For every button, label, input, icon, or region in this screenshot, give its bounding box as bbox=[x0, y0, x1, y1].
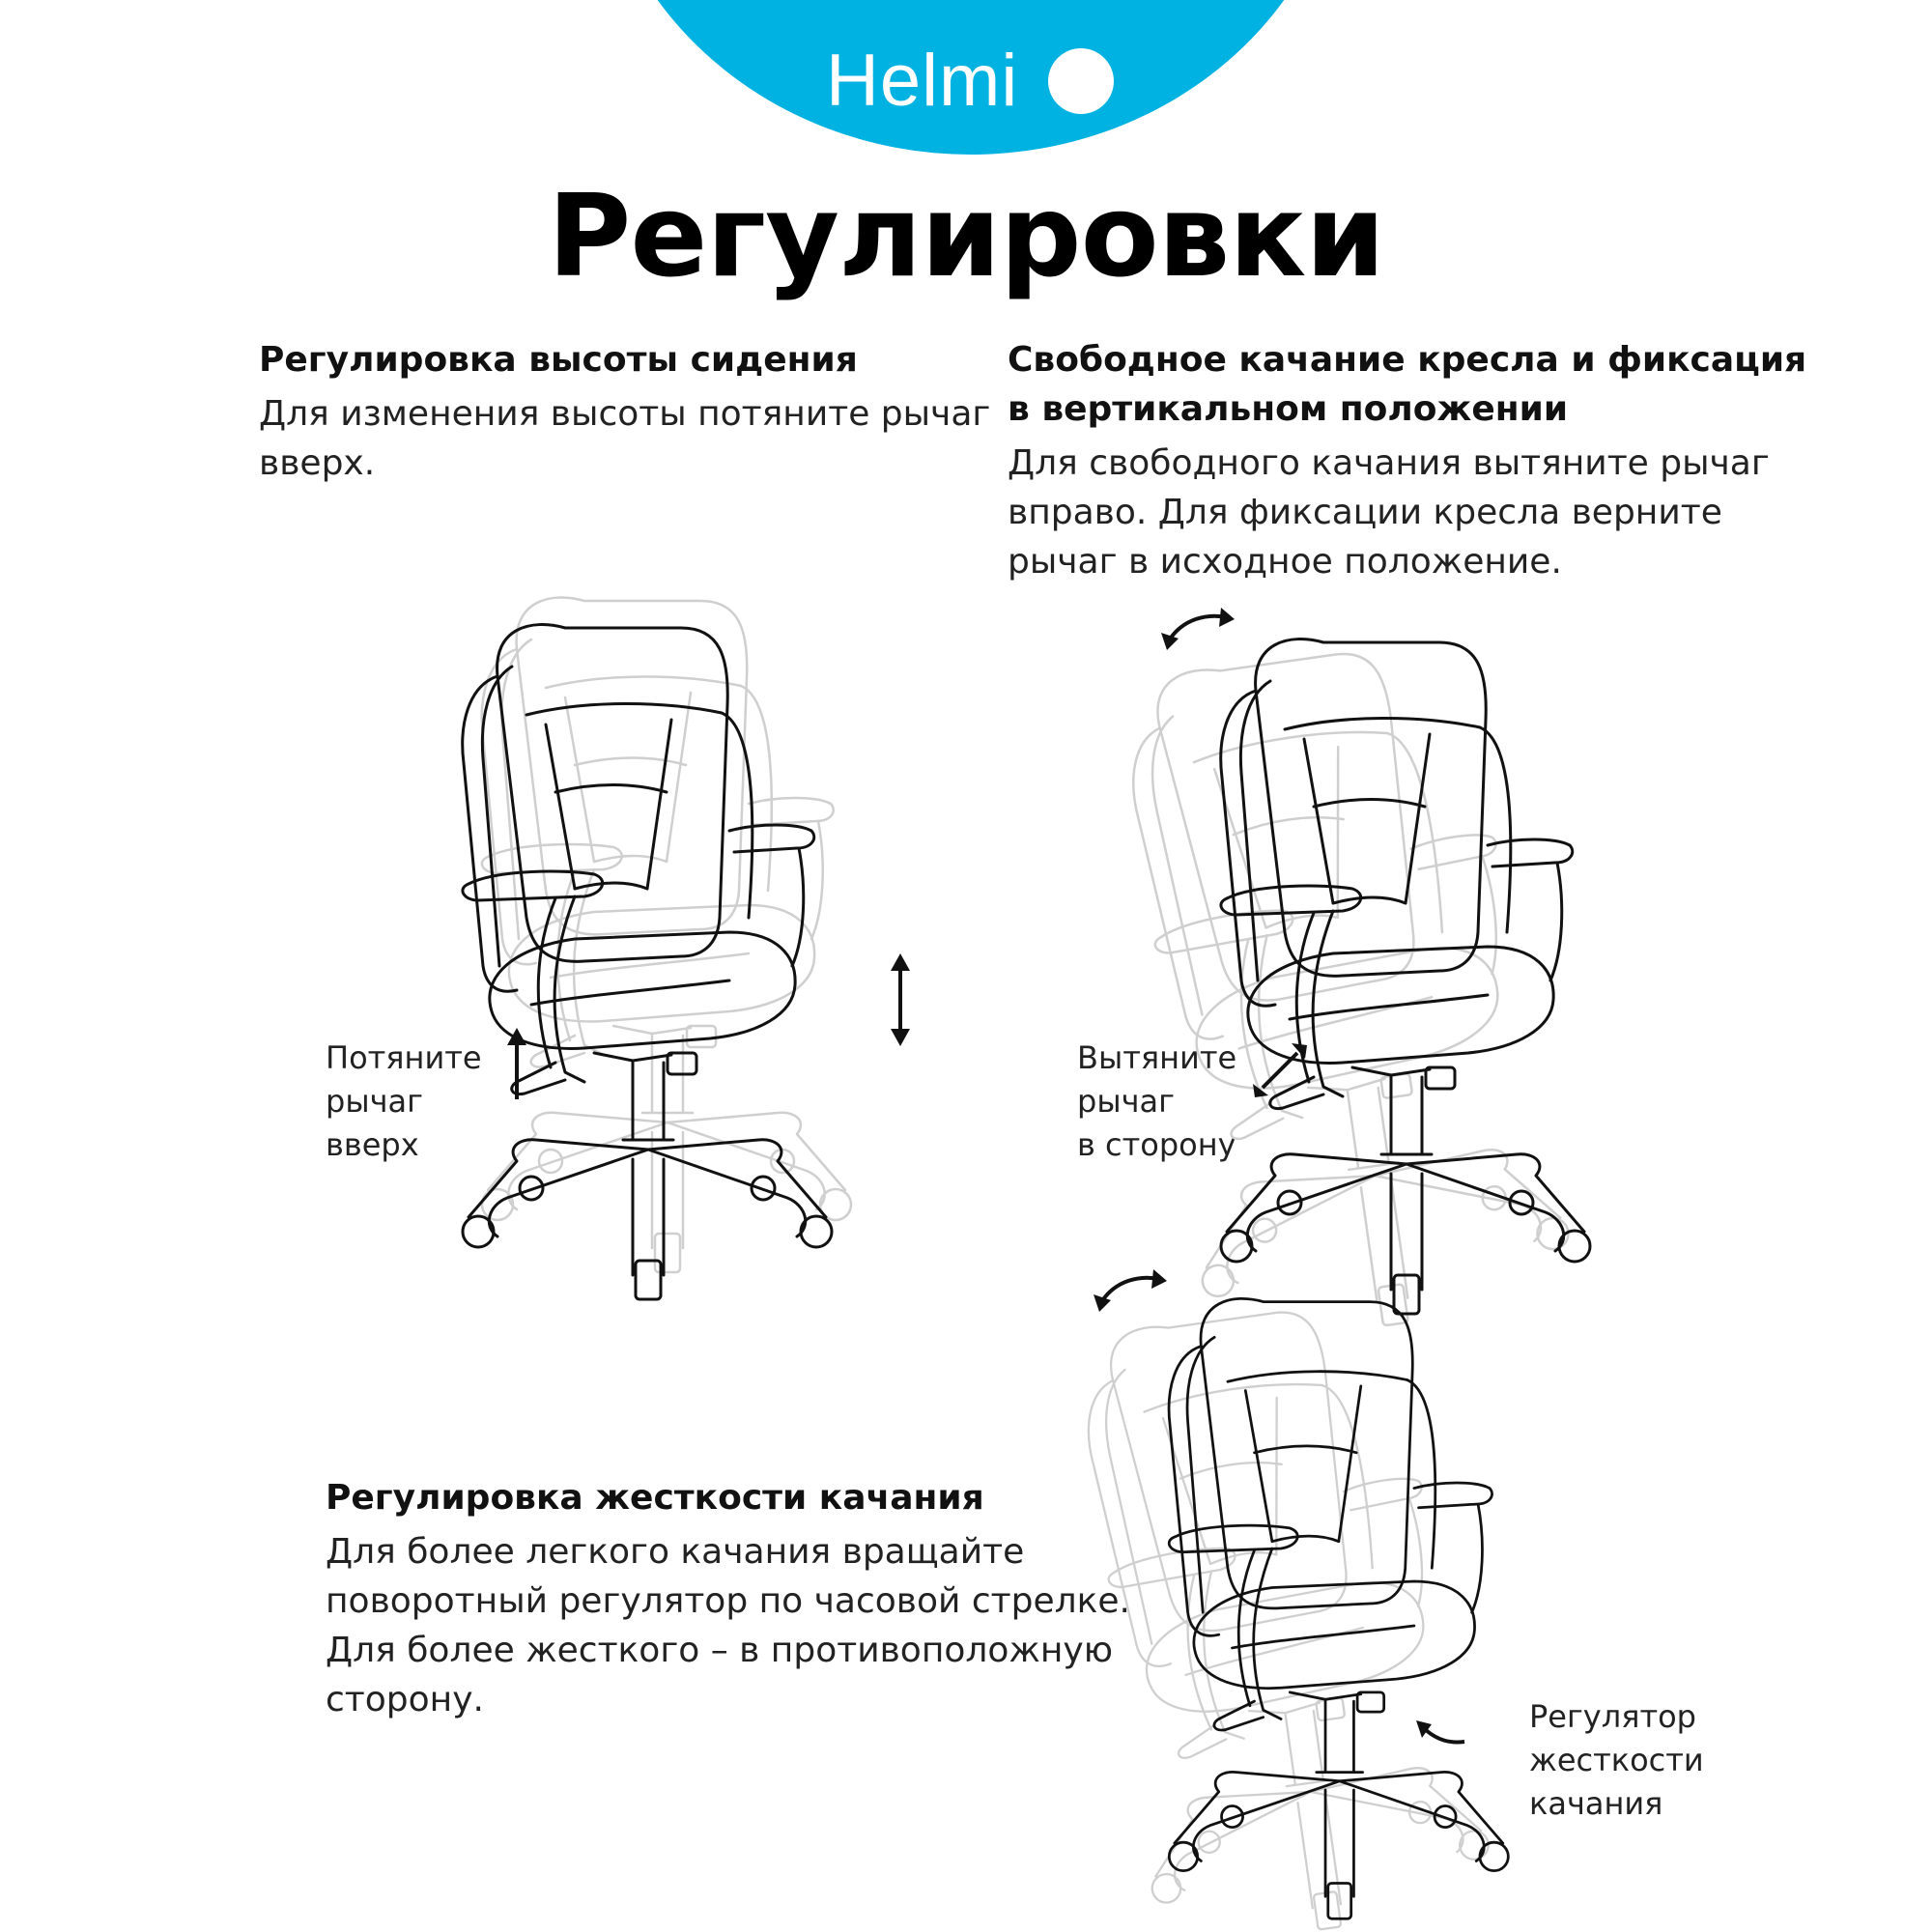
brand-logo: Helmi bbox=[826, 40, 1019, 122]
caption-line: в сторону bbox=[1077, 1126, 1236, 1163]
seat-height-text-line: вверх. bbox=[259, 443, 376, 483]
caption-line: Регулятор bbox=[1529, 1698, 1696, 1735]
caption-line: рычаг bbox=[1077, 1083, 1175, 1120]
tension-heading: Регулировка жесткости качания bbox=[326, 1478, 984, 1518]
arrow-up-icon bbox=[497, 1024, 536, 1101]
free-rocking-text-line: Для свободного качания вытяните рычаг bbox=[1008, 443, 1770, 483]
caption-line: Потяните bbox=[326, 1039, 482, 1076]
curved-arrow-icon bbox=[1410, 1715, 1468, 1753]
chair-drawing-tension bbox=[1130, 1275, 1565, 1932]
caption-line: рычаг bbox=[326, 1083, 423, 1120]
double-arrow-vertical-icon bbox=[881, 952, 920, 1048]
free-rocking-text-line: рычаг в исходное положение. bbox=[1008, 542, 1562, 582]
chair-drawing-free-rocking bbox=[1198, 613, 1633, 1328]
seat-height-text bbox=[259, 389, 990, 488]
tension-text-line: поворотный регулятор по часовой стрелке. bbox=[326, 1581, 1130, 1621]
chair-drawing-seat-height bbox=[440, 599, 874, 1314]
free-rocking-text bbox=[1008, 439, 1770, 586]
tension-text-line: Для более легкого качания вращайте bbox=[326, 1532, 1025, 1572]
seat-height-heading: Регулировка высоты сидения bbox=[259, 340, 858, 380]
free-rocking-text-line: вправо. Для фиксации кресла верните bbox=[1008, 493, 1722, 532]
caption-line: качания bbox=[1529, 1785, 1663, 1822]
tension-text-line: сторону. bbox=[326, 1680, 484, 1719]
curved-double-arrow-icon bbox=[1159, 604, 1236, 652]
logo-dot-icon bbox=[1048, 48, 1114, 114]
tension-text-line: Для более жесткого – в противоположную bbox=[326, 1631, 1114, 1670]
caption-line: жесткости bbox=[1529, 1742, 1704, 1778]
page-title: Регулировки bbox=[547, 169, 1385, 302]
free-rocking-heading-line: в вертикальном положении bbox=[1008, 389, 1569, 429]
caption-line: вверх bbox=[326, 1126, 419, 1163]
tension-text bbox=[326, 1527, 1130, 1724]
caption-line: Вытяните bbox=[1077, 1039, 1237, 1076]
free-rocking-heading-line: Свободное качание кресла и фиксация bbox=[1008, 340, 1807, 380]
curved-double-arrow-icon bbox=[1092, 1265, 1169, 1314]
seat-height-text-line: Для изменения высоты потяните рычаг bbox=[259, 394, 991, 434]
diagonal-double-arrow-icon bbox=[1251, 1041, 1309, 1099]
